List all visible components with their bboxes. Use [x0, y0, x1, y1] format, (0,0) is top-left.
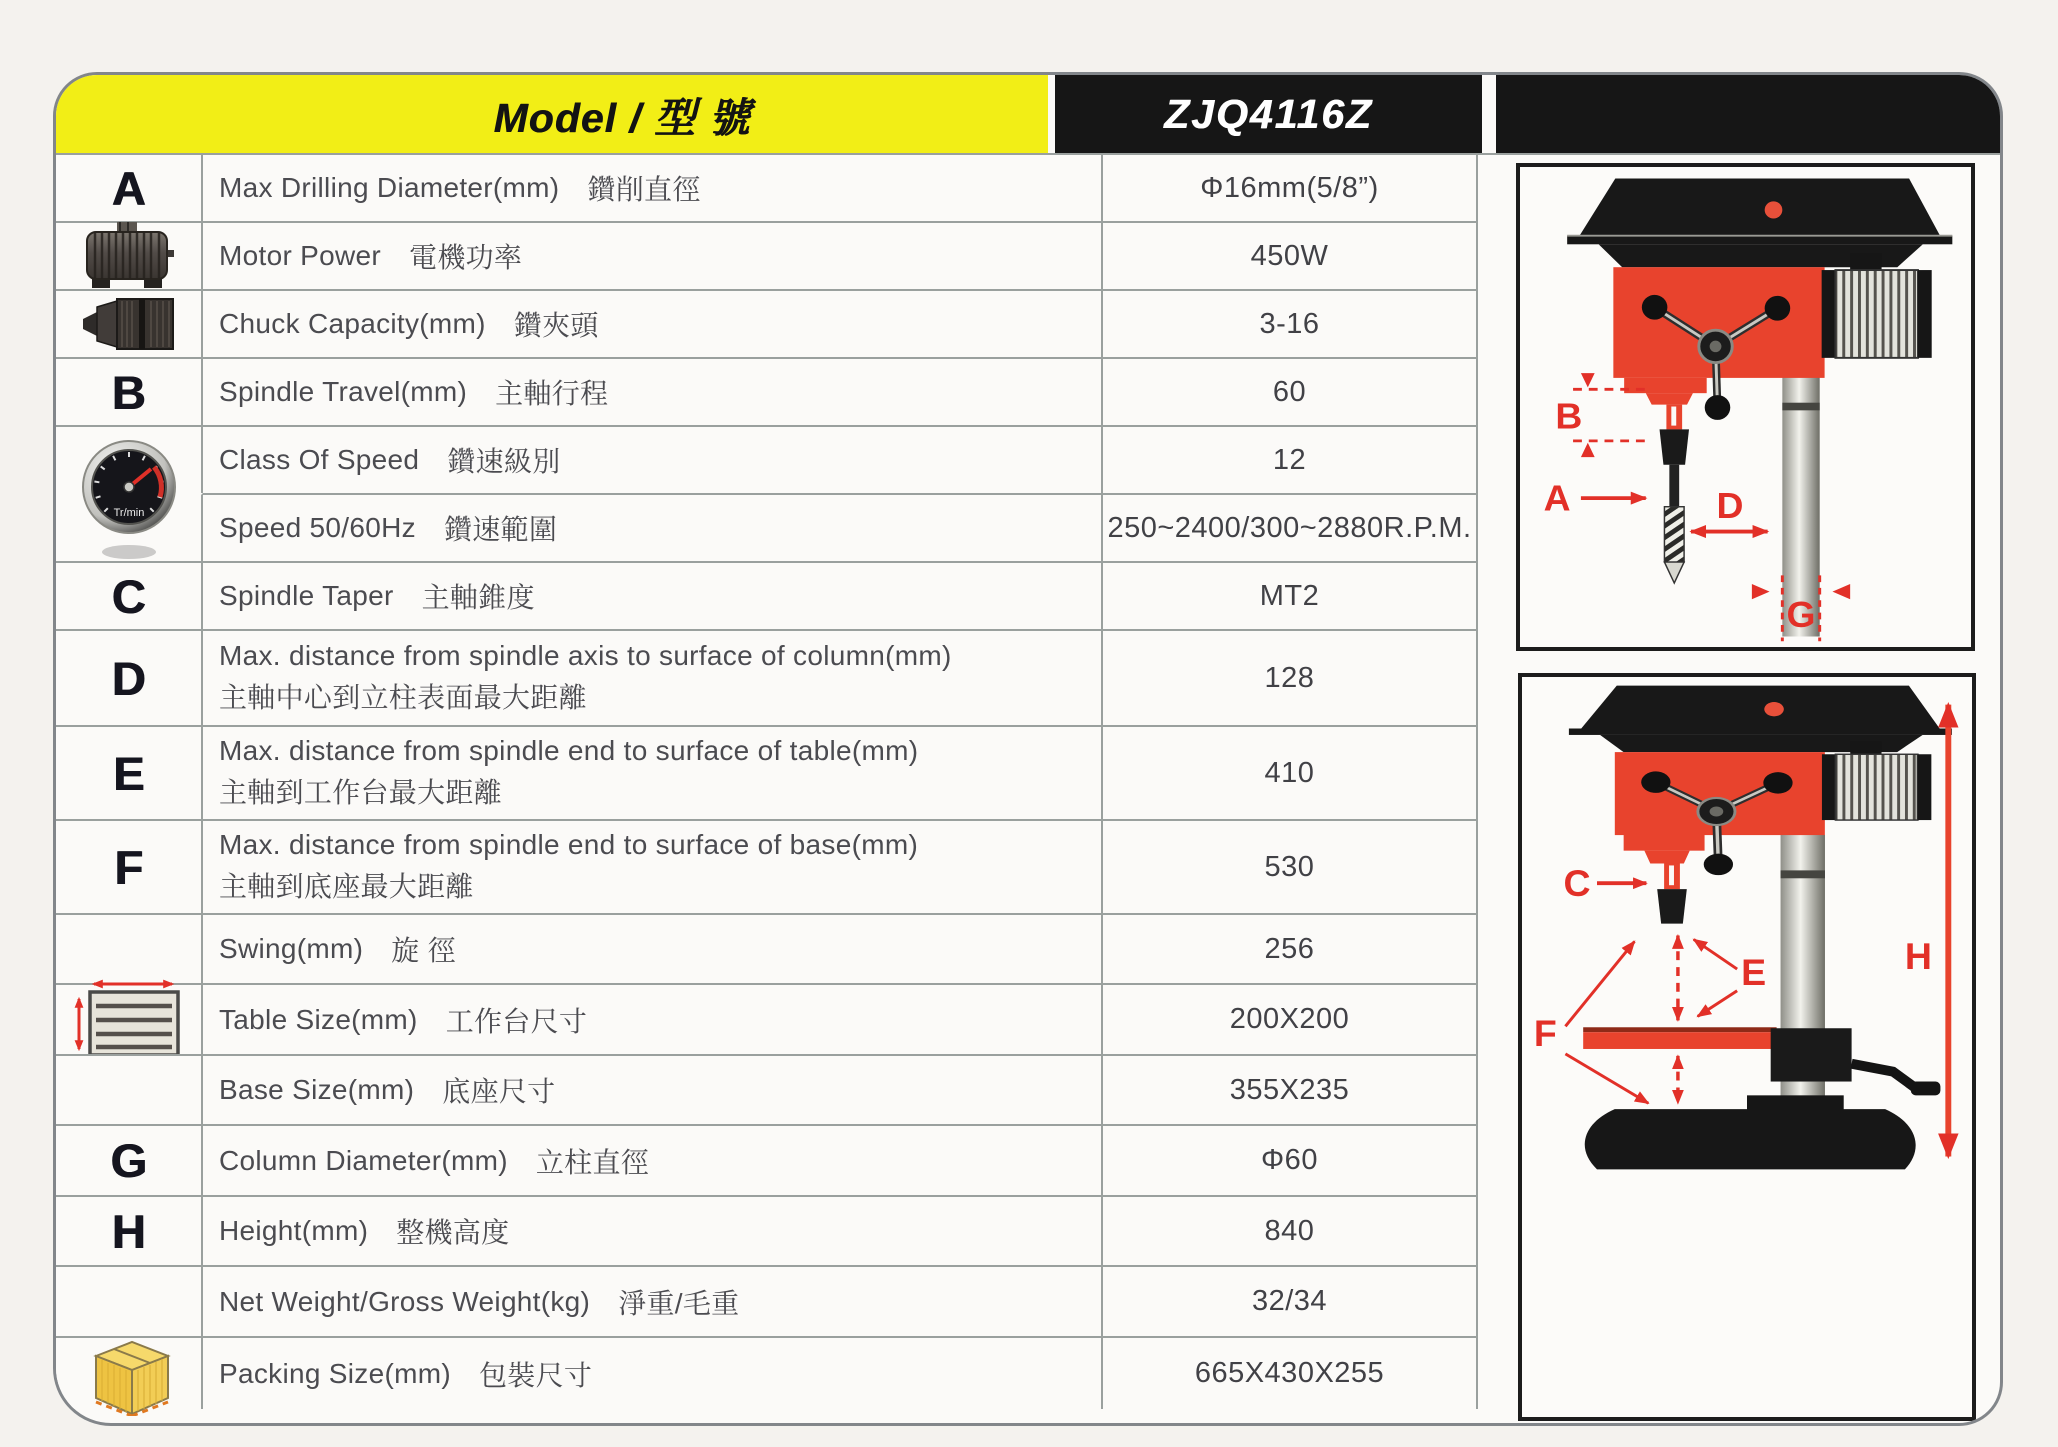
spec-name-en: Column Diameter(mm): [219, 1144, 508, 1176]
dim-label-f: F: [1533, 1012, 1557, 1055]
spec-name-zh: 包裝尺寸: [478, 1359, 593, 1391]
model-header-cell: Model / 型 號: [56, 75, 1048, 153]
motor-icon: [83, 220, 175, 292]
spec-value: 200X200: [1103, 983, 1478, 1054]
spec-name-zh: 鑽夾頭: [513, 310, 599, 341]
spec-name-en: Table Size(mm): [219, 1003, 418, 1035]
row-letter: F: [114, 840, 143, 894]
spec-name-en: Motor Power: [219, 240, 382, 271]
spec-name-zh: 整機高度: [396, 1217, 510, 1248]
spec-name-en: Spindle Travel(mm): [219, 376, 468, 407]
row-letter: E: [112, 746, 145, 800]
spec-row: [56, 913, 1480, 983]
spec-name-en: Base Size(mm): [219, 1074, 415, 1105]
work-table: [1583, 1032, 1776, 1049]
spec-name-zh: 旋 徑: [391, 935, 456, 966]
header-black-band: [1496, 75, 2000, 153]
spec-value: 530: [1103, 819, 1478, 913]
header-divider: [1048, 75, 1055, 153]
model-value-cell: ZJQ4116Z: [1055, 75, 1482, 153]
dim-label-a: A: [1543, 478, 1571, 519]
spec-name-en: Class Of Speed: [219, 444, 420, 475]
dim-label-h: H: [1904, 935, 1932, 978]
packing-box-icon: [82, 1332, 176, 1416]
row-letter: A: [111, 161, 146, 215]
chuck: [1657, 889, 1687, 924]
spec-row: [56, 983, 1480, 1054]
drill-bit: [1664, 507, 1684, 562]
diagram-head-detail: [1516, 163, 1975, 651]
header-divider: [1482, 75, 1496, 153]
spec-value: 450W: [1103, 221, 1478, 289]
spec-name-zh: 鑽速範圍: [443, 514, 558, 545]
gauge-unit-label: Tr/min: [113, 507, 145, 519]
spec-row: [56, 1124, 1480, 1195]
spec-name-en: Speed 50/60Hz: [219, 512, 416, 543]
dim-label-e: E: [1741, 950, 1767, 993]
dim-label-b: B: [1555, 395, 1583, 437]
dim-label-d: D: [1716, 485, 1744, 527]
spec-row: [56, 425, 1480, 519]
spec-row: [56, 1336, 1480, 1409]
row-letter: H: [111, 1204, 146, 1258]
spec-sheet-card: [53, 72, 2003, 1426]
spec-row: [56, 1265, 1480, 1336]
dim-label-c: C: [1563, 862, 1591, 905]
spec-value: 840: [1103, 1195, 1478, 1265]
spec-value: 60: [1103, 357, 1478, 425]
spec-name-en: Swing(mm): [219, 933, 364, 964]
spec-row: [56, 725, 1480, 819]
spec-row: [56, 561, 1480, 629]
spec-name-zh: 主軸錐度: [421, 582, 535, 613]
spec-row: [56, 1054, 1480, 1124]
spec-value: 3-16: [1103, 289, 1478, 357]
spec-value: MT2: [1103, 561, 1478, 629]
spec-value: 128: [1103, 629, 1478, 725]
diagram-full-machine: [1518, 673, 1976, 1421]
spec-name-zh: 底座尺寸: [442, 1076, 556, 1107]
spec-name-en: Max. distance from spindle end to surface of base(mm): [219, 829, 919, 860]
spec-value: 355X235: [1103, 1054, 1478, 1124]
spec-value: 12: [1103, 425, 1478, 493]
spec-row: [56, 819, 1480, 913]
spec-name-zh: 主軸中心到立柱表面最大距離: [219, 682, 587, 713]
spec-value: 410: [1103, 725, 1478, 819]
spec-name-en: Max Drilling Diameter(mm): [219, 172, 560, 203]
spec-name-zh: 電機功率: [409, 242, 523, 273]
spec-value: 32/34: [1103, 1265, 1478, 1336]
spec-row: [56, 155, 1480, 221]
spec-value: 665X430X255: [1103, 1336, 1478, 1409]
spec-row: [56, 1195, 1480, 1265]
spec-row: [56, 493, 1480, 561]
spec-name-en: Height(mm): [219, 1215, 369, 1246]
spec-name-zh: 立柱直徑: [535, 1146, 650, 1178]
chuck-icon: [81, 295, 177, 353]
indicator-dot: [1765, 201, 1783, 218]
spec-row: [56, 357, 1480, 425]
spec-name-en: Max. distance from spindle end to surface of table(mm): [219, 735, 919, 766]
spec-name-zh: 主軸到工作台最大距離: [219, 777, 503, 808]
row-letter: D: [111, 651, 146, 705]
table-crank: [1852, 1064, 1915, 1088]
table-icon: [70, 977, 188, 1063]
spec-value: 250~2400/300~2880R.P.M.: [1103, 493, 1478, 561]
spec-table: [56, 155, 1480, 1409]
spec-name-en: Net Weight/Gross Weight(kg): [219, 1285, 591, 1317]
spec-row: [56, 289, 1480, 357]
spec-name-zh: 主軸行程: [495, 378, 609, 409]
chuck: [1660, 429, 1689, 464]
row-letter: C: [111, 569, 146, 623]
spec-value: Φ16mm(5/8”): [1103, 155, 1478, 221]
spec-name-zh: 鑽削直徑: [587, 174, 701, 205]
drill-press-head-illustration: [1520, 167, 1971, 647]
row-letter: G: [110, 1134, 147, 1187]
speed-gauge-icon: [80, 430, 178, 562]
dim-label-g: G: [1786, 594, 1816, 635]
spec-name-en: Packing Size(mm): [219, 1357, 451, 1389]
row-letter: B: [111, 365, 146, 419]
table-header: [56, 75, 2000, 155]
spec-value: 256: [1103, 913, 1478, 983]
base: [1585, 1109, 1916, 1169]
spec-name-zh: 鑽速級別: [447, 446, 561, 477]
drill-press-full-illustration: [1522, 677, 1972, 1417]
spec-name-en: Max. distance from spindle axis to surface of column(mm): [219, 640, 952, 671]
spec-name-zh: 淨重/毛重: [618, 1287, 740, 1319]
spec-name-zh: 主軸到底座最大距離: [219, 871, 474, 902]
spec-name-zh: 工作台尺寸: [445, 1005, 588, 1037]
spec-row: [56, 629, 1480, 725]
spec-name-en: Chuck Capacity(mm): [219, 308, 486, 339]
spec-row: [56, 221, 1480, 289]
spec-value: Φ60: [1103, 1124, 1478, 1195]
spec-name-en: Spindle Taper: [219, 580, 394, 611]
